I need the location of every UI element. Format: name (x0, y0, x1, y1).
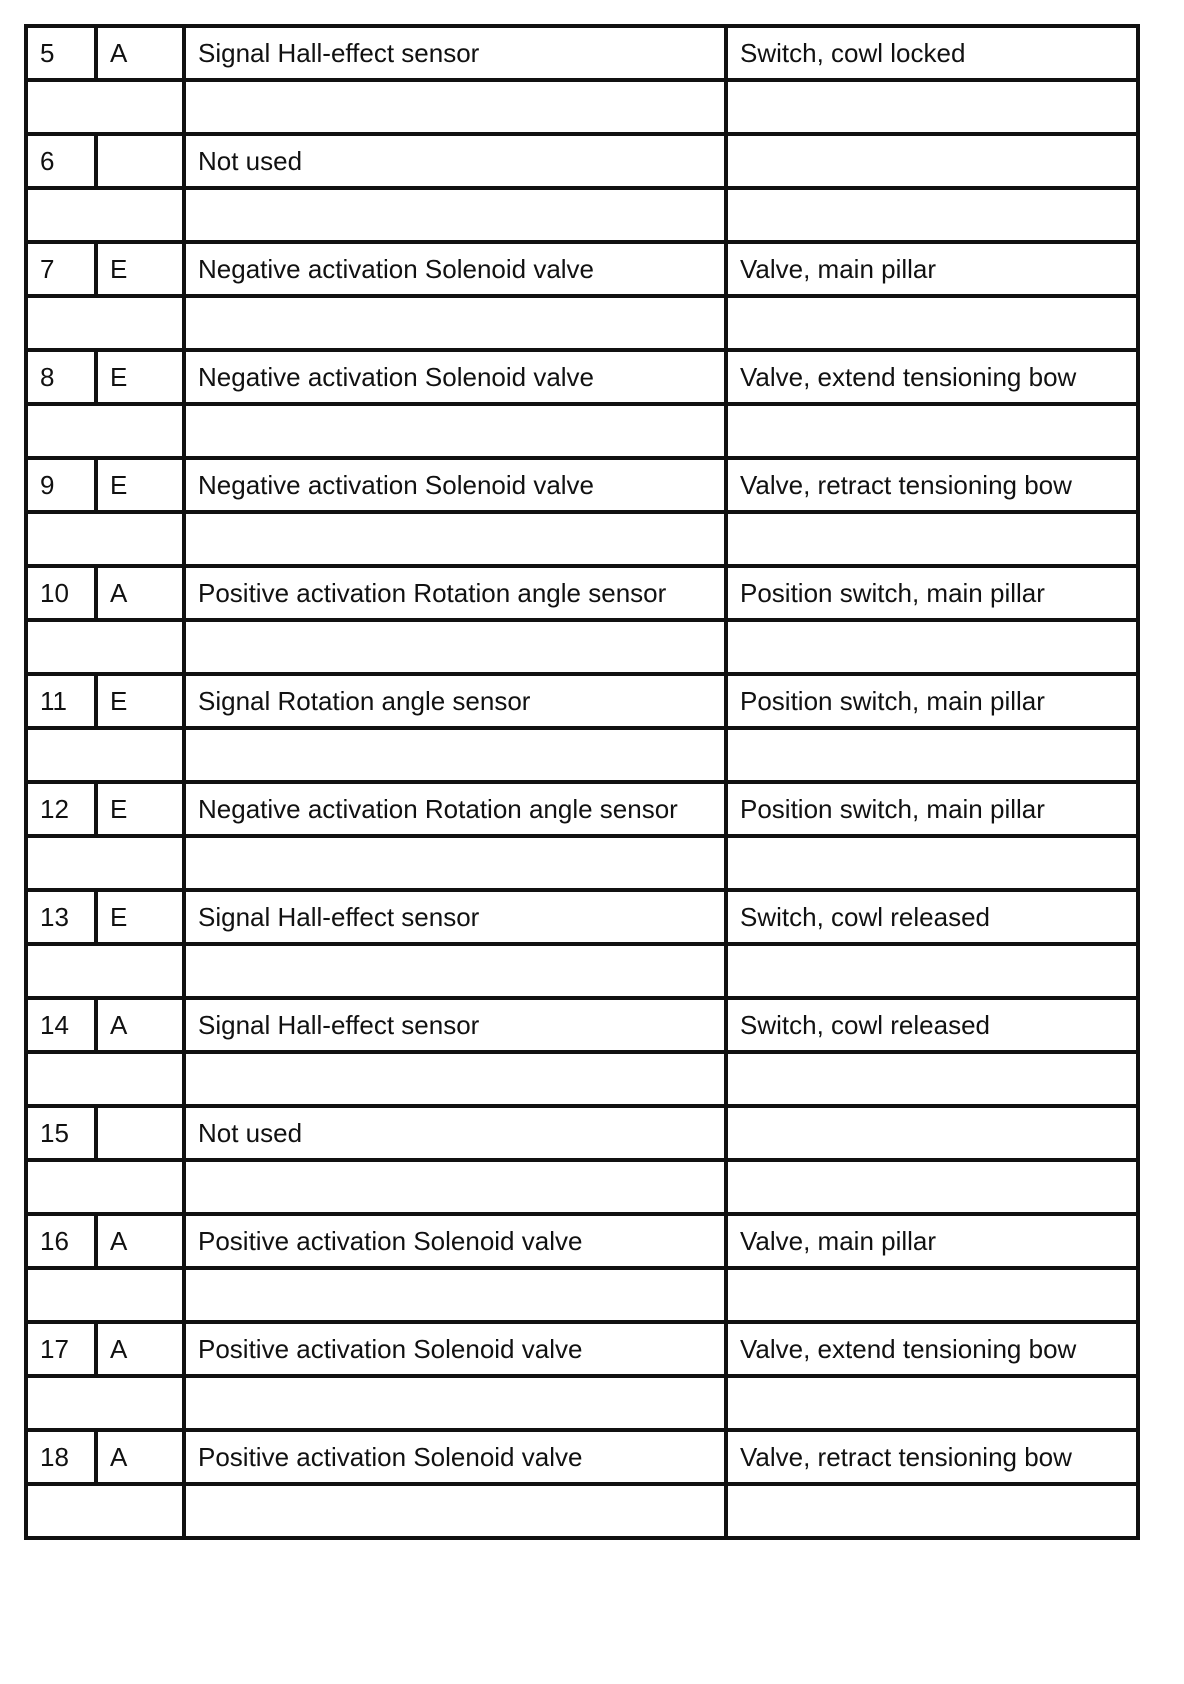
table-row (28, 458, 1136, 512)
signal-description-cell: Positive activation Rotation angle sensor (184, 566, 726, 620)
spacer-cell (184, 404, 726, 458)
signal-direction-cell: A (96, 998, 184, 1052)
signal-direction-cell (96, 134, 184, 188)
component-cell: Position switch, main pillar (726, 566, 1136, 620)
signal-description-cell: Not used (184, 1106, 726, 1160)
pin-assignment-table (28, 28, 1136, 1536)
signal-description-cell: Signal Hall-effect sensor (184, 998, 726, 1052)
spacer-cell (28, 1052, 184, 1106)
table-row (28, 998, 1136, 1052)
spacer-row (28, 296, 1136, 350)
spacer-row (28, 944, 1136, 998)
table-row (28, 1430, 1136, 1484)
signal-description-cell: Positive activation Solenoid valve (184, 1322, 726, 1376)
spacer-cell (726, 296, 1136, 350)
spacer-row (28, 620, 1136, 674)
component-cell: Valve, extend tensioning bow (726, 350, 1136, 404)
spacer-cell (184, 1268, 726, 1322)
spacer-row (28, 404, 1136, 458)
spacer-cell (184, 836, 726, 890)
spacer-cell (726, 728, 1136, 782)
spacer-cell (184, 80, 726, 134)
component-cell (726, 134, 1136, 188)
spacer-cell (28, 1376, 184, 1430)
table-row (28, 890, 1136, 944)
signal-description-cell: Signal Hall-effect sensor (184, 28, 726, 80)
component-cell: Valve, retract tensioning bow (726, 458, 1136, 512)
spacer-row (28, 80, 1136, 134)
pin-number-cell: 9 (28, 458, 96, 512)
spacer-cell (28, 1268, 184, 1322)
spacer-cell (28, 404, 184, 458)
component-cell: Switch, cowl released (726, 890, 1136, 944)
signal-direction-cell (96, 1106, 184, 1160)
pin-number-cell: 18 (28, 1430, 96, 1484)
signal-description-cell: Negative activation Solenoid valve (184, 458, 726, 512)
component-cell: Valve, extend tensioning bow (726, 1322, 1136, 1376)
signal-direction-cell: A (96, 1430, 184, 1484)
spacer-cell (726, 944, 1136, 998)
signal-description-cell: Signal Hall-effect sensor (184, 890, 726, 944)
signal-direction-cell: E (96, 458, 184, 512)
signal-direction-cell: E (96, 890, 184, 944)
spacer-cell (726, 1376, 1136, 1430)
component-cell: Valve, retract tensioning bow (726, 1430, 1136, 1484)
signal-direction-cell: A (96, 1322, 184, 1376)
signal-description-cell: Negative activation Rotation angle sensor (184, 782, 726, 836)
pin-number-cell: 5 (28, 28, 96, 80)
spacer-cell (726, 1160, 1136, 1214)
spacer-row (28, 512, 1136, 566)
pin-number-cell: 6 (28, 134, 96, 188)
spacer-row (28, 1376, 1136, 1430)
signal-direction-cell: E (96, 674, 184, 728)
signal-direction-cell: E (96, 782, 184, 836)
table-row (28, 566, 1136, 620)
signal-direction-cell: A (96, 28, 184, 80)
table-row (28, 242, 1136, 296)
table-row (28, 1106, 1136, 1160)
signal-direction-cell: A (96, 1214, 184, 1268)
component-cell: Position switch, main pillar (726, 674, 1136, 728)
signal-description-cell: Positive activation Solenoid valve (184, 1214, 726, 1268)
spacer-cell (184, 1052, 726, 1106)
spacer-cell (184, 728, 726, 782)
pin-number-cell: 8 (28, 350, 96, 404)
spacer-cell (184, 1376, 726, 1430)
pin-number-cell: 10 (28, 566, 96, 620)
spacer-cell (726, 1268, 1136, 1322)
table-row (28, 1214, 1136, 1268)
spacer-row (28, 1160, 1136, 1214)
spacer-cell (726, 188, 1136, 242)
spacer-row (28, 836, 1136, 890)
component-cell: Switch, cowl locked (726, 28, 1136, 80)
spacer-cell (726, 1484, 1136, 1536)
table-body (28, 28, 1136, 1536)
table-row (28, 134, 1136, 188)
spacer-cell (28, 188, 184, 242)
pin-number-cell: 7 (28, 242, 96, 296)
spacer-row (28, 1268, 1136, 1322)
spacer-cell (28, 80, 184, 134)
table-row (28, 782, 1136, 836)
spacer-cell (726, 404, 1136, 458)
table-row (28, 674, 1136, 728)
spacer-row (28, 188, 1136, 242)
component-cell: Valve, main pillar (726, 1214, 1136, 1268)
pin-number-cell: 15 (28, 1106, 96, 1160)
spacer-cell (726, 836, 1136, 890)
spacer-cell (28, 1484, 184, 1536)
spacer-cell (726, 512, 1136, 566)
pin-assignment-sheet (24, 24, 1140, 1540)
spacer-cell (184, 296, 726, 350)
spacer-cell (28, 728, 184, 782)
spacer-cell (184, 620, 726, 674)
spacer-cell (184, 188, 726, 242)
spacer-cell (28, 620, 184, 674)
signal-description-cell: Negative activation Solenoid valve (184, 350, 726, 404)
spacer-cell (726, 1052, 1136, 1106)
signal-direction-cell: E (96, 242, 184, 296)
spacer-cell (28, 296, 184, 350)
spacer-cell (726, 620, 1136, 674)
spacer-cell (28, 512, 184, 566)
signal-description-cell: Signal Rotation angle sensor (184, 674, 726, 728)
signal-direction-cell: E (96, 350, 184, 404)
spacer-row (28, 1484, 1136, 1536)
component-cell (726, 1106, 1136, 1160)
spacer-row (28, 1052, 1136, 1106)
component-cell: Valve, main pillar (726, 242, 1136, 296)
spacer-cell (28, 836, 184, 890)
table-row (28, 1322, 1136, 1376)
spacer-cell (184, 1160, 726, 1214)
pin-number-cell: 13 (28, 890, 96, 944)
spacer-cell (28, 944, 184, 998)
spacer-cell (726, 80, 1136, 134)
spacer-cell (184, 512, 726, 566)
pin-number-cell: 14 (28, 998, 96, 1052)
pin-number-cell: 16 (28, 1214, 96, 1268)
signal-description-cell: Not used (184, 134, 726, 188)
spacer-cell (28, 1160, 184, 1214)
component-cell: Position switch, main pillar (726, 782, 1136, 836)
signal-description-cell: Positive activation Solenoid valve (184, 1430, 726, 1484)
spacer-row (28, 728, 1136, 782)
table-row (28, 350, 1136, 404)
spacer-cell (184, 1484, 726, 1536)
pin-number-cell: 11 (28, 674, 96, 728)
signal-description-cell: Negative activation Solenoid valve (184, 242, 726, 296)
table-row (28, 28, 1136, 80)
component-cell: Switch, cowl released (726, 998, 1136, 1052)
pin-number-cell: 12 (28, 782, 96, 836)
spacer-cell (184, 944, 726, 998)
signal-direction-cell: A (96, 566, 184, 620)
pin-number-cell: 17 (28, 1322, 96, 1376)
